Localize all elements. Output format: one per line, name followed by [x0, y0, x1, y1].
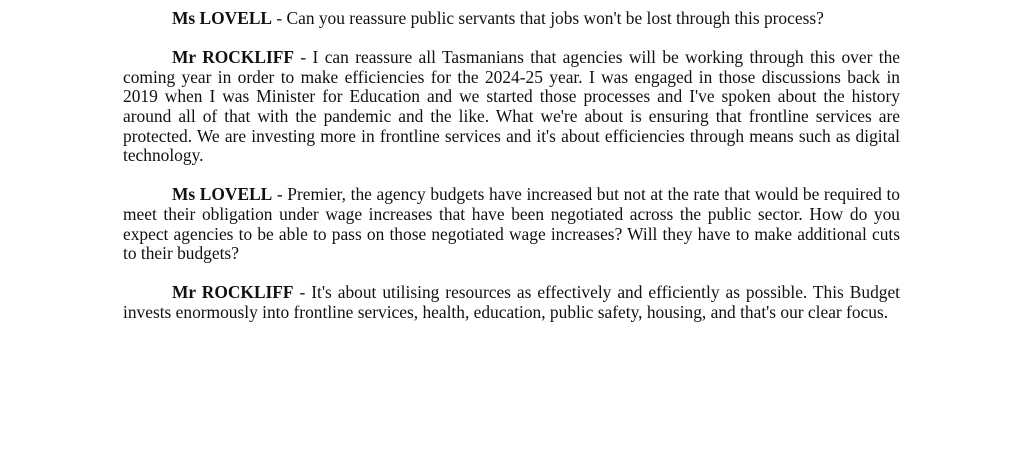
transcript-paragraph [123, 48, 900, 166]
speech-text: - Can you reassure public servants that jobs won't be lost through this process? [272, 8, 824, 28]
transcript-page [123, 9, 900, 342]
transcript-paragraph [123, 185, 900, 263]
transcript-paragraph [123, 9, 900, 29]
speaker-name: Mr ROCKLIFF [172, 47, 294, 68]
transcript-paragraph [123, 283, 900, 322]
speech-text: - It's about utilising resources as effectively and efficiently as possible. This Budget invests enormously into frontline services, health, education, public safety, housing, and that's our clear focus. [123, 282, 901, 322]
speech-text: - I can reassure all Tasmanians that agencies will be working through this over the coming year in order to make efficiencies for the 2024-25 year. I was engaged in those discussions back in 2019 when I was Minister for Education and we started those processes and I've spoken about the history around all of that with the pandemic and the like. What we're about is ensuring that frontline services are protected. We are investing more in frontline services and it's about efficiencies through means such as digital technology. [123, 47, 900, 166]
speech-text: - Premier, the agency budgets have increased but not at the rate that would be required to meet their obligation under wage increases that have been negotiated across the public sector. How do you expect agencies to be able to pass on those negotiated wage increases? Will they have to make additional cuts to their budgets? [123, 184, 900, 264]
speaker-name: Mr ROCKLIFF [172, 282, 294, 303]
speaker-name: Ms LOVELL [172, 8, 273, 28]
speaker-name: Ms LOVELL [172, 184, 273, 205]
